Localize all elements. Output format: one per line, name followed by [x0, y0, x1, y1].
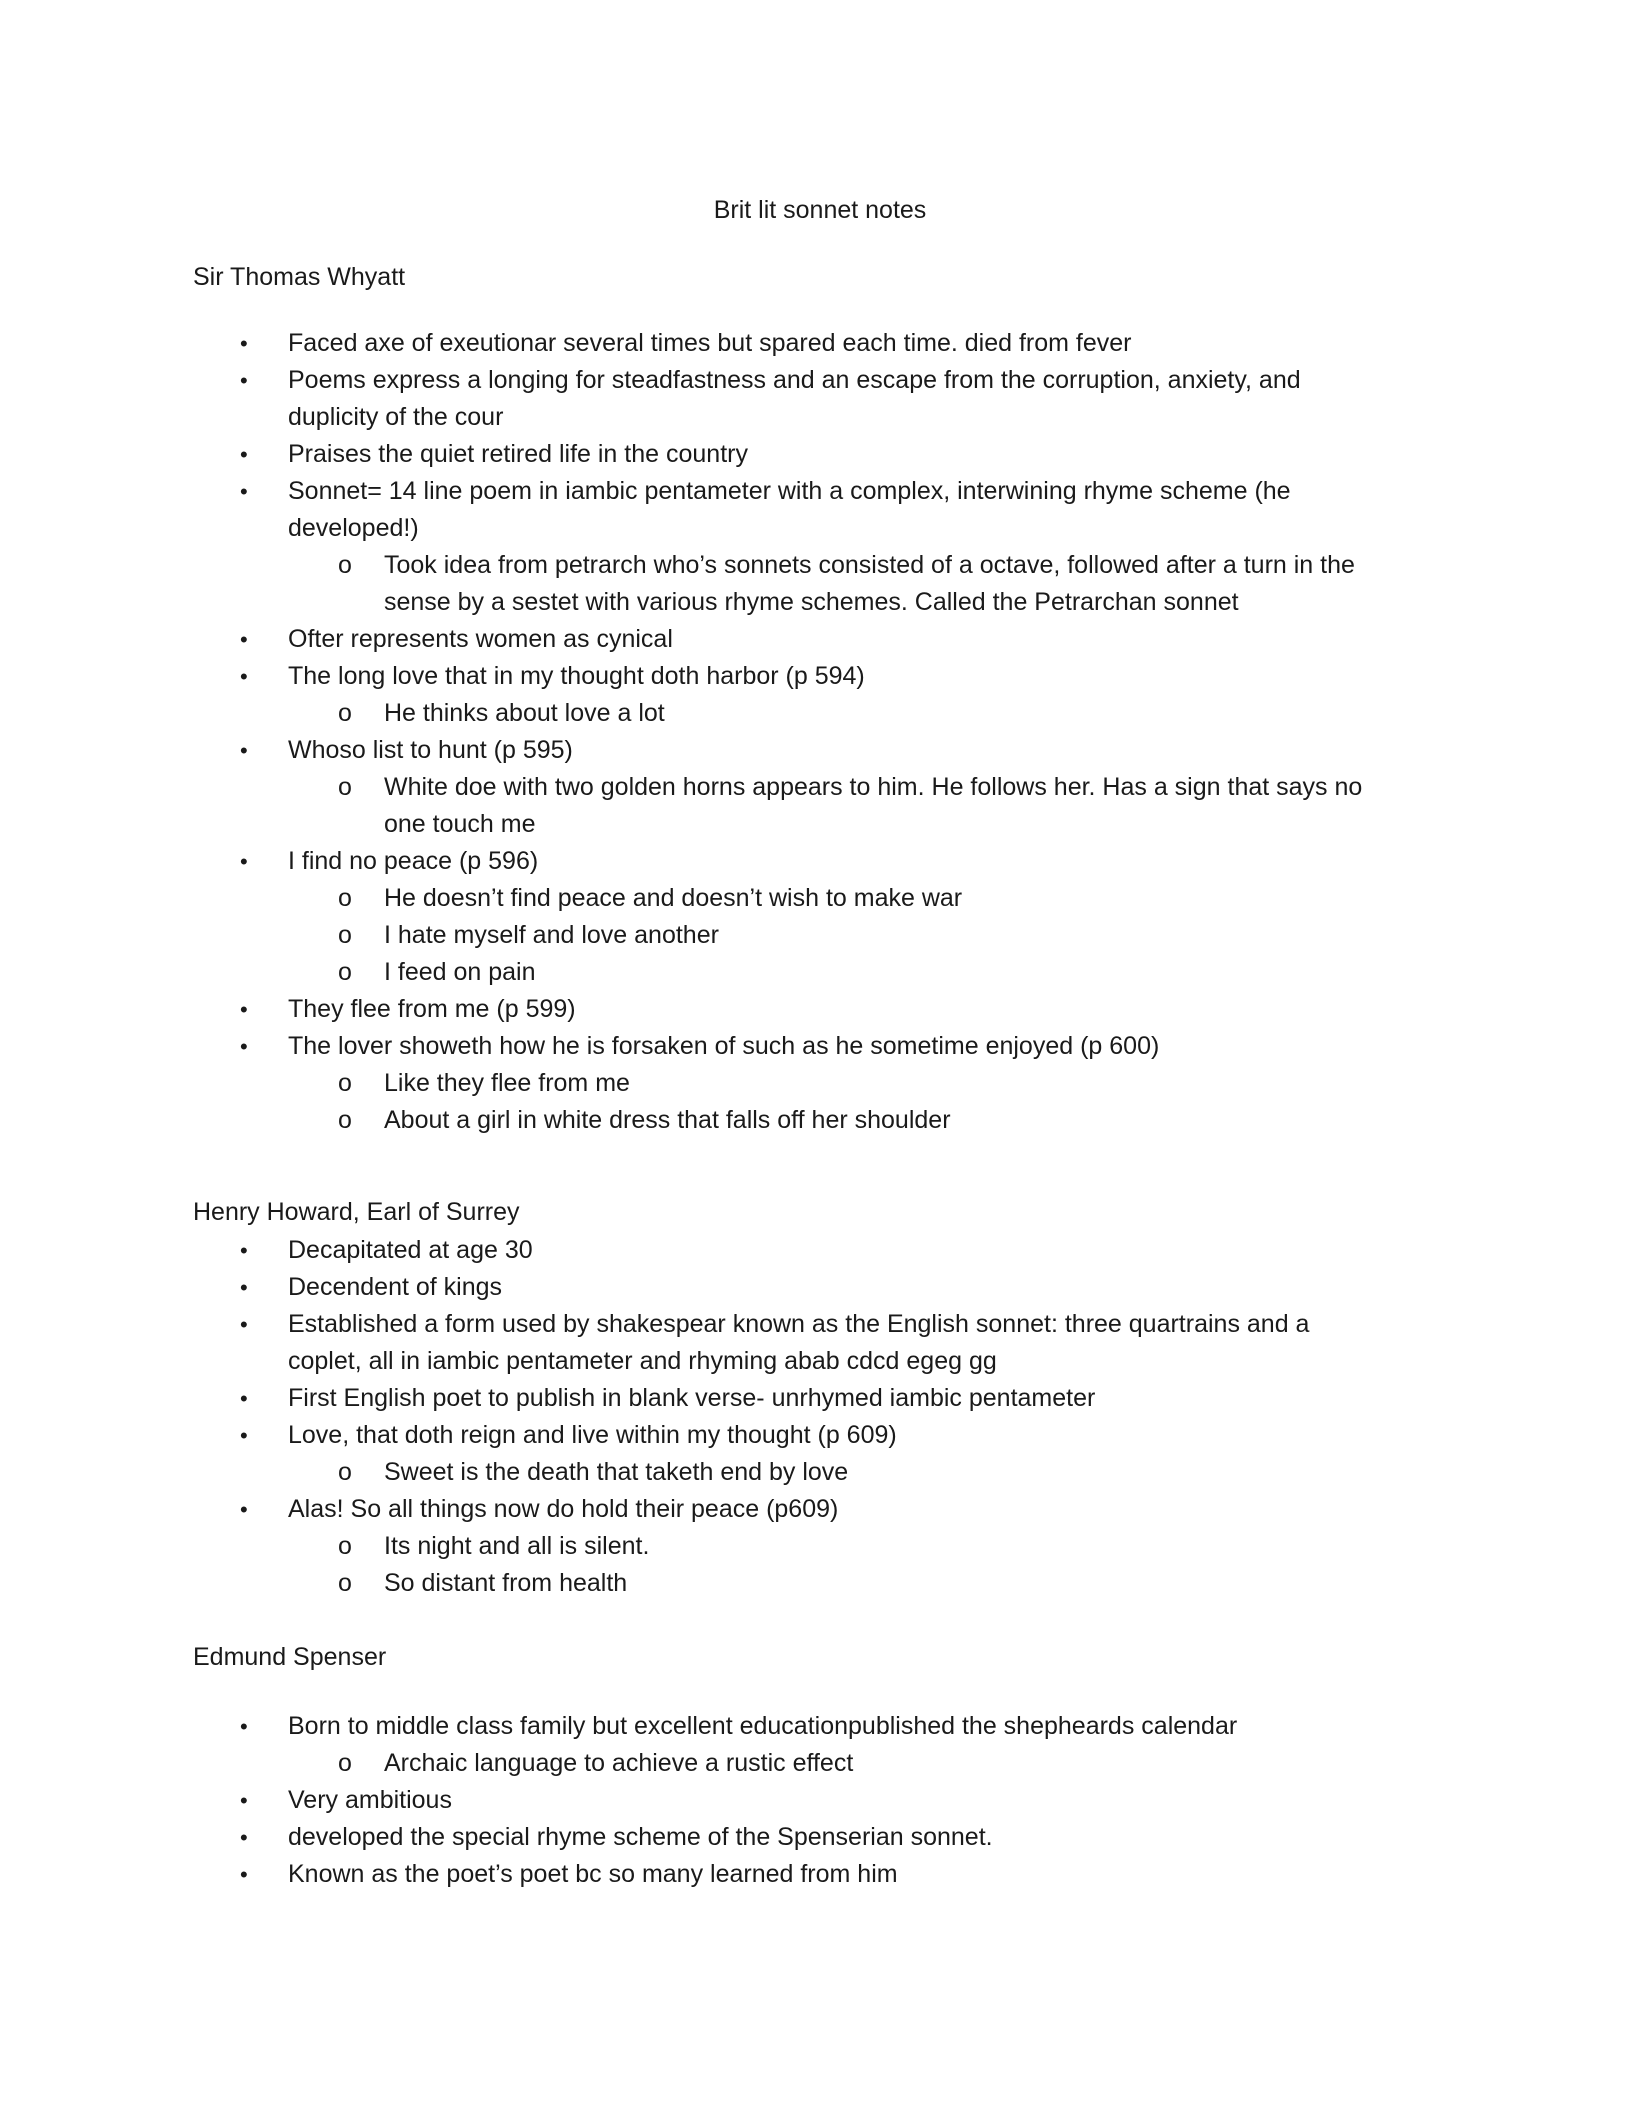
list-item	[0, 1491, 1640, 1528]
page-title: Brit lit sonnet notes	[713, 196, 927, 224]
bullet-list	[0, 325, 1640, 1139]
list-item-text: developed the special rhyme scheme of the Spenserian sonnet.	[288, 1823, 993, 1851]
list-item-text: Sonnet= 14 line poem in iambic pentameter with a complex, interwining rhyme scheme (he	[288, 477, 1291, 505]
list-item	[0, 658, 1640, 695]
sub-bullet-icon: o	[338, 1532, 352, 1560]
sub-bullet-icon: o	[338, 921, 352, 949]
list-item	[0, 1819, 1640, 1856]
list-item	[0, 991, 1640, 1028]
sub-list-item	[0, 917, 1640, 954]
sub-bullet-icon: o	[338, 1069, 352, 1097]
list-item	[0, 1856, 1640, 1893]
sub-list-item	[0, 954, 1640, 991]
sub-list-item	[0, 695, 1640, 732]
list-item-text: I find no peace (p 596)	[288, 847, 539, 875]
bullet-icon: •	[240, 664, 248, 689]
list-item-text: About a girl in white dress that falls off her shoulder	[384, 1106, 951, 1134]
list-item-text: The long love that in my thought doth harbor (p 594)	[288, 662, 865, 690]
sub-bullet-icon: o	[338, 1749, 352, 1777]
sub-bullet-icon: o	[338, 958, 352, 986]
sub-list-item	[0, 1102, 1640, 1139]
list-item	[0, 843, 1640, 880]
list-item-text: I hate myself and love another	[384, 921, 719, 949]
list-item	[0, 1417, 1640, 1454]
sub-list-item	[0, 1565, 1640, 1602]
list-item-text: Known as the poet’s poet bc so many learned from him	[288, 1860, 898, 1888]
bullet-icon: •	[240, 1788, 248, 1813]
list-item-text: Praises the quiet retired life in the country	[288, 440, 748, 468]
list-item	[0, 362, 1640, 436]
list-item-text: Took idea from petrarch who’s sonnets consisted of a octave, followed after a turn in the	[384, 551, 1355, 579]
bullet-icon: •	[240, 331, 248, 356]
list-item-text: Established a form used by shakespear known as the English sonnet: three quartrains and a	[288, 1310, 1310, 1338]
list-item	[0, 473, 1640, 547]
list-item-text: Alas! So all things now do hold their peace (p609)	[288, 1495, 839, 1523]
sub-list-item	[0, 1528, 1640, 1565]
list-item-text: Decendent of kings	[288, 1273, 503, 1301]
list-item-text: He doesn’t find peace and doesn’t wish to make war	[384, 884, 963, 912]
list-item-text: Whoso list to hunt (p 595)	[288, 736, 573, 764]
list-item-text: sense by a sestet with various rhyme schemes. Called the Petrarchan sonnet	[384, 588, 1239, 616]
bullet-icon: •	[240, 1825, 248, 1850]
bullet-icon: •	[240, 1034, 248, 1059]
list-item-text: Poems express a longing for steadfastness and an escape from the corruption, anxiety, and	[288, 366, 1301, 394]
bullet-icon: •	[240, 1312, 248, 1337]
list-item-text: Sweet is the death that taketh end by love	[384, 1458, 849, 1486]
list-item-text: I feed on pain	[384, 958, 536, 986]
list-item-text: So distant from health	[384, 1569, 628, 1597]
list-item-text: Its night and all is silent.	[384, 1532, 650, 1560]
list-item	[0, 621, 1640, 658]
bullet-icon: •	[240, 1497, 248, 1522]
bullet-icon: •	[240, 1714, 248, 1739]
bullet-icon: •	[240, 849, 248, 874]
bullet-list	[0, 1232, 1640, 1602]
list-item-text: He thinks about love a lot	[384, 699, 665, 727]
sub-list-item	[0, 769, 1640, 843]
sub-bullet-icon: o	[338, 1458, 352, 1486]
sub-bullet-icon: o	[338, 551, 352, 579]
list-item	[0, 436, 1640, 473]
bullet-icon: •	[240, 738, 248, 763]
list-item-text: one touch me	[384, 810, 536, 838]
sub-list-item	[0, 1065, 1640, 1102]
list-item	[0, 732, 1640, 769]
list-item-text: Faced axe of exeutionar several times but spared each time. died from fever	[288, 329, 1132, 357]
list-item-text: Ofter represents women as cynical	[288, 625, 673, 653]
list-item	[0, 1708, 1640, 1745]
list-item-text: Archaic language to achieve a rustic effect	[384, 1749, 854, 1777]
list-item	[0, 1028, 1640, 1065]
list-item	[0, 1782, 1640, 1819]
section-heading: Edmund Spenser	[193, 1643, 387, 1671]
list-item-text: Like they flee from me	[384, 1069, 630, 1097]
bullet-icon: •	[240, 1423, 248, 1448]
sub-list-item	[0, 1454, 1640, 1491]
section-heading: Henry Howard, Earl of Surrey	[193, 1198, 520, 1226]
bullet-icon: •	[240, 1275, 248, 1300]
bullet-icon: •	[240, 442, 248, 467]
list-item-text: Born to middle class family but excellent educationpublished the shepheards calendar	[288, 1712, 1238, 1740]
list-item-text: White doe with two golden horns appears to him. He follows her. Has a sign that says no	[384, 773, 1363, 801]
bullet-list	[0, 1708, 1640, 1893]
sub-bullet-icon: o	[338, 773, 352, 801]
list-item-text: Decapitated at age 30	[288, 1236, 533, 1264]
list-item-text: coplet, all in iambic pentameter and rhyming abab cdcd egeg gg	[288, 1347, 997, 1375]
bullet-icon: •	[240, 1238, 248, 1263]
sub-bullet-icon: o	[338, 699, 352, 727]
bullet-icon: •	[240, 368, 248, 393]
sub-list-item	[0, 547, 1640, 621]
sub-bullet-icon: o	[338, 1106, 352, 1134]
list-item-text: Very ambitious	[288, 1786, 452, 1814]
list-item	[0, 325, 1640, 362]
bullet-icon: •	[240, 627, 248, 652]
sub-list-item	[0, 1745, 1640, 1782]
bullet-icon: •	[240, 1862, 248, 1887]
bullet-icon: •	[240, 1386, 248, 1411]
list-item-text: duplicity of the cour	[288, 403, 504, 431]
list-item-text: They flee from me (p 599)	[288, 995, 576, 1023]
list-item	[0, 1380, 1640, 1417]
list-item-text: The lover showeth how he is forsaken of such as he sometime enjoyed (p 600)	[288, 1032, 1160, 1060]
sub-list-item	[0, 880, 1640, 917]
list-item-text: First English poet to publish in blank verse- unrhymed iambic pentameter	[288, 1384, 1096, 1412]
list-item	[0, 1232, 1640, 1269]
section-heading: Sir Thomas Whyatt	[193, 263, 406, 291]
list-item	[0, 1269, 1640, 1306]
list-item	[0, 1306, 1640, 1380]
list-item-text: developed!)	[288, 514, 419, 542]
sub-bullet-icon: o	[338, 884, 352, 912]
sub-bullet-icon: o	[338, 1569, 352, 1597]
list-item-text: Love, that doth reign and live within my thought (p 609)	[288, 1421, 897, 1449]
bullet-icon: •	[240, 997, 248, 1022]
bullet-icon: •	[240, 479, 248, 504]
